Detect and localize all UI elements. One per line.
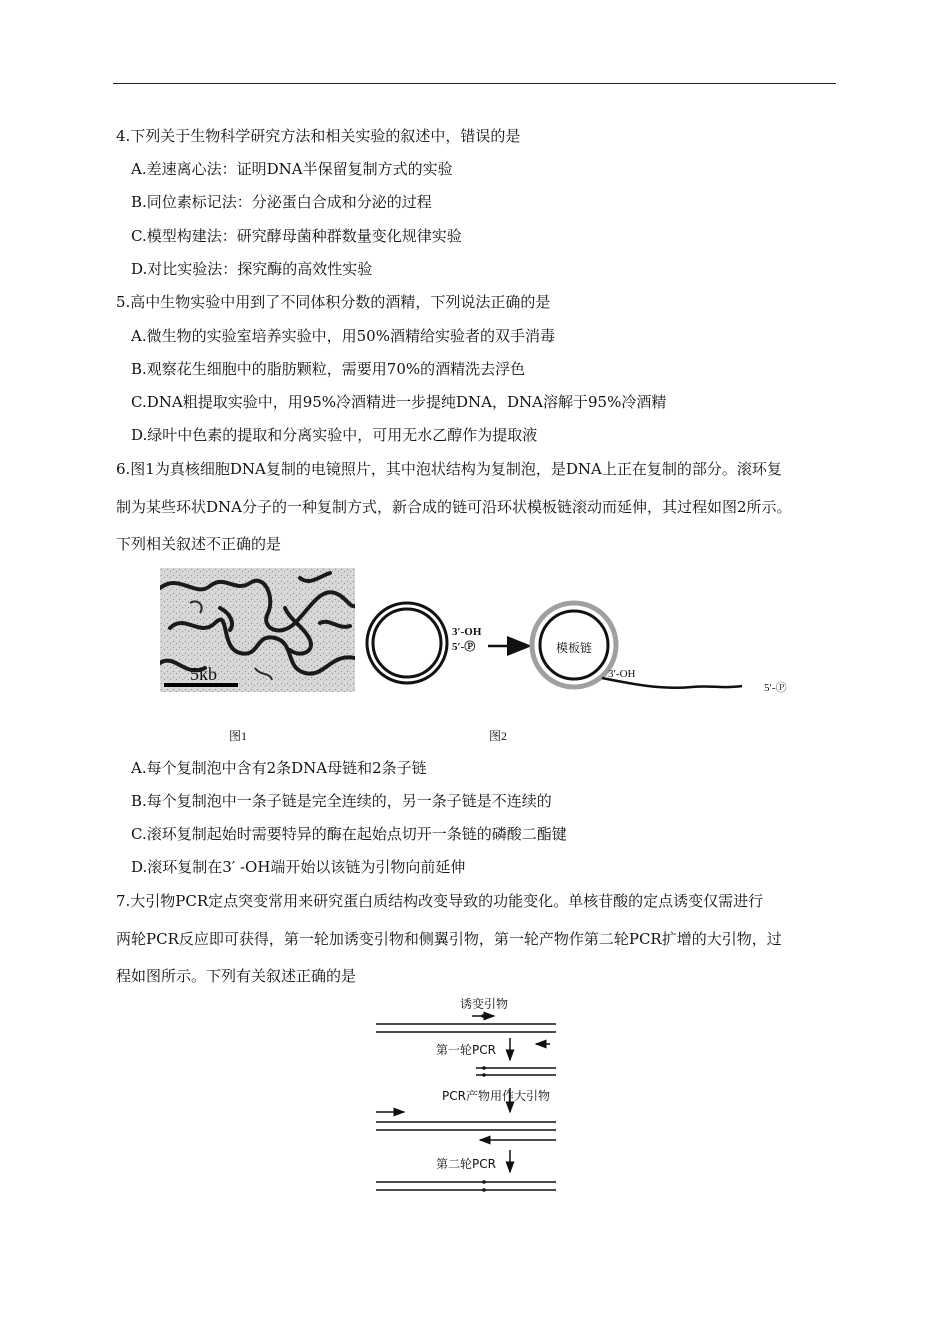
q6-option-c: C.滚环复制起始时需要特异的酶在起始点切开一条链的磷酸二酯键	[131, 825, 567, 843]
round-1-mutation-dot-bottom	[482, 1073, 486, 1077]
label-round-1: 第一轮PCR	[436, 1043, 496, 1057]
q6-stem-line-1: 6.图1为真核细胞DNA复制的电镜照片，其中泡状结构为复制泡，是DNA上正在复制的部分。滚环复	[116, 460, 782, 478]
q6-option-d: D.滚环复制在3′ -OH端开始以该链为引物向前延伸	[131, 858, 466, 876]
figure-2-rolling-circle	[362, 594, 802, 702]
q6-option-a: A.每个复制泡中含有2条DNA母链和2条子链	[131, 759, 427, 777]
q4-option-d: D.对比实验法：探究酶的高效性实验	[131, 260, 373, 278]
q5-option-a: A.微生物的实验室培养实验中，用50%酒精给实验者的双手消毒	[131, 327, 555, 345]
circular-dna-inner-strand	[373, 609, 441, 677]
q4-option-b: B.同位素标记法：分泌蛋白合成和分泌的过程	[131, 193, 432, 211]
circular-dna-outer-strand	[367, 603, 447, 683]
q7-stem-line-1: 7.大引物PCR定点突变常用来研究蛋白质结构改变导致的功能变化。单核苷酸的定点诱变仅需进行	[116, 892, 764, 910]
final-mutation-dot-top	[482, 1180, 486, 1184]
q5-option-c: C.DNA粗提取实验中，用95%冷酒精进一步提纯DNA，DNA溶解于95%冷酒精	[131, 393, 667, 411]
figure-2-caption: 图2	[489, 729, 508, 743]
q4-option-c: C.模型构建法：研究酵母菌种群数量变化规律实验	[131, 227, 462, 245]
label-5-p: 5′-Ⓟ	[452, 641, 476, 653]
mutation-site-dot	[481, 1014, 485, 1018]
label-3-oh: 3′-OH	[452, 626, 482, 638]
figure-1-em-photo	[160, 568, 355, 692]
final-mutation-dot-bottom	[482, 1188, 486, 1192]
scale-bar-label: 5kb	[190, 664, 217, 684]
label-round-2: 第二轮PCR	[436, 1157, 496, 1171]
round-1-mutation-dot-top	[482, 1066, 486, 1070]
template-strand-label: 模板链	[555, 641, 593, 655]
q5-stem: 5.高中生物实验中用到了不同体积分数的酒精，下列说法正确的是	[116, 293, 551, 311]
q6-stem-line-2: 制为某些环状DNA分子的一种复制方式，新合成的链可沿环状模板链滚动而延伸，其过程如图2所示。	[116, 498, 792, 516]
big-primer-mutation-dot	[484, 1138, 488, 1142]
figure-big-primer-pcr	[370, 994, 560, 1198]
q5-option-b: B.观察花生细胞中的脂肪颗粒，需要用70%的酒精洗去浮色	[131, 360, 526, 378]
tail-label-5-p: 5′-Ⓟ	[764, 682, 787, 694]
q6-option-b: B.每个复制泡中一条子链是完全连续的，另一条子链是不连续的	[131, 792, 552, 810]
label-big-primer: PCR产物用作大引物	[442, 1089, 550, 1103]
q7-stem-line-3: 程如图所示。下列有关叙述正确的是	[116, 967, 357, 985]
q6-stem-line-3: 下列相关叙述不正确的是	[116, 535, 282, 553]
figure-1-caption: 图1	[229, 729, 248, 743]
q7-stem-line-2: 两轮PCR反应即可获得，第一轮加诱变引物和侧翼引物，第一轮产物作第二轮PCR扩增的大引物，过	[116, 930, 782, 948]
q4-stem: 4.下列关于生物科学研究方法和相关实验的叙述中，错误的是	[116, 127, 521, 145]
header-rule	[113, 83, 836, 84]
tail-label-3-oh: 3′-OH	[608, 668, 636, 680]
q5-option-d: D.绿叶中色素的提取和分离实验中，可用无水乙醇作为提取液	[131, 426, 538, 444]
q4-option-a: A.差速离心法：证明DNA半保留复制方式的实验	[131, 160, 453, 178]
label-mutagenic-primer: 诱变引物	[460, 997, 509, 1011]
